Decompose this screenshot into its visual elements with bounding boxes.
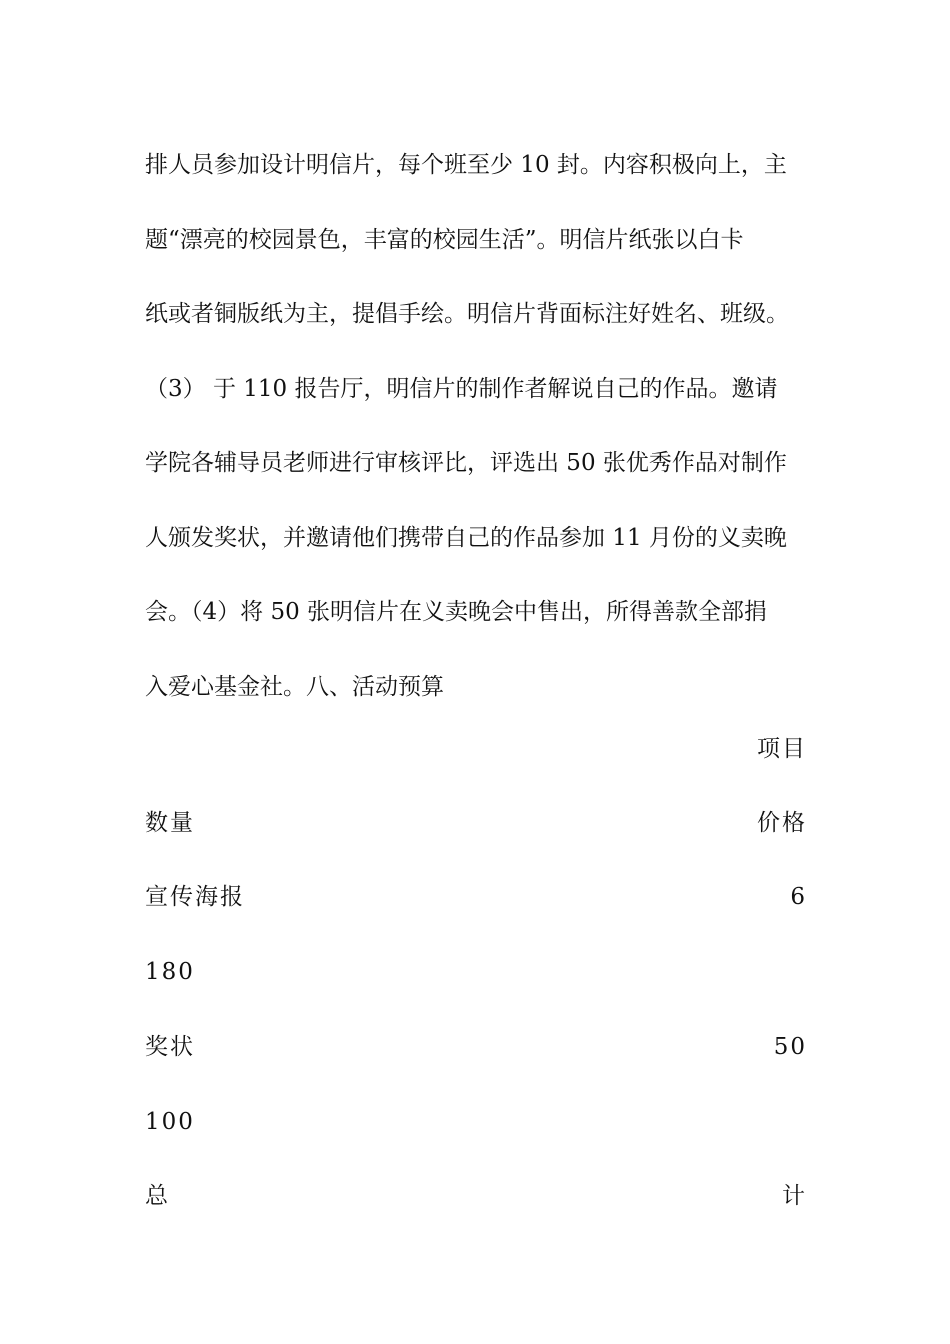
budget-header-price: 价格 bbox=[757, 810, 807, 836]
budget-item-quantity: 100 bbox=[145, 1109, 195, 1135]
paragraph-line: 题“漂亮的校园景色，丰富的校园生活”。明信片纸张以白卡 bbox=[145, 226, 744, 253]
budget-total-label-left: 总 bbox=[145, 1183, 170, 1209]
budget-item-name: 宣传海报 bbox=[145, 884, 245, 910]
budget-row-certificate bbox=[145, 1027, 807, 1067]
budget-header-item: 项目 bbox=[757, 736, 807, 762]
budget-row-certificate-quantity bbox=[145, 1102, 807, 1142]
paragraph-line: 会。（4）将 50 张明信片在义卖晚会中售出，所得善款全部捐 bbox=[145, 599, 768, 625]
paragraph-line: 纸或者铜版纸为主，提倡手绘。明信片背面标注好姓名、班级。 bbox=[145, 301, 789, 327]
budget-row-poster bbox=[145, 877, 807, 917]
budget-header-quantity: 数量 bbox=[145, 810, 195, 836]
budget-row-poster-quantity bbox=[145, 952, 807, 992]
budget-item-name: 奖状 bbox=[145, 1034, 195, 1060]
paragraph-line: 入爱心基金社。八、活动预算 bbox=[145, 673, 444, 700]
paragraph-line: 人颁发奖状，并邀请他们携带自己的作品参加 11 月份的义卖晚 bbox=[145, 524, 787, 551]
paragraph-line: 排人员参加设计明信片，每个班至少 10 封。内容积极向上，主 bbox=[145, 152, 787, 178]
budget-header-row bbox=[145, 803, 807, 843]
body-paragraph bbox=[145, 128, 807, 724]
budget-item-price: 6 bbox=[790, 884, 807, 910]
paragraph-line: 学院各辅导员老师进行审核评比，评选出 50 张优秀作品对制作 bbox=[145, 450, 787, 476]
paragraph-line: （3） 于 110 报告厅，明信片的制作者解说自己的作品。邀请 bbox=[145, 375, 778, 402]
budget-item-price: 50 bbox=[773, 1034, 807, 1060]
budget-total-row bbox=[145, 1176, 807, 1216]
budget-header-item-row bbox=[145, 729, 807, 769]
budget-total-label-right: 计 bbox=[782, 1183, 807, 1209]
budget-item-quantity: 180 bbox=[145, 959, 195, 985]
